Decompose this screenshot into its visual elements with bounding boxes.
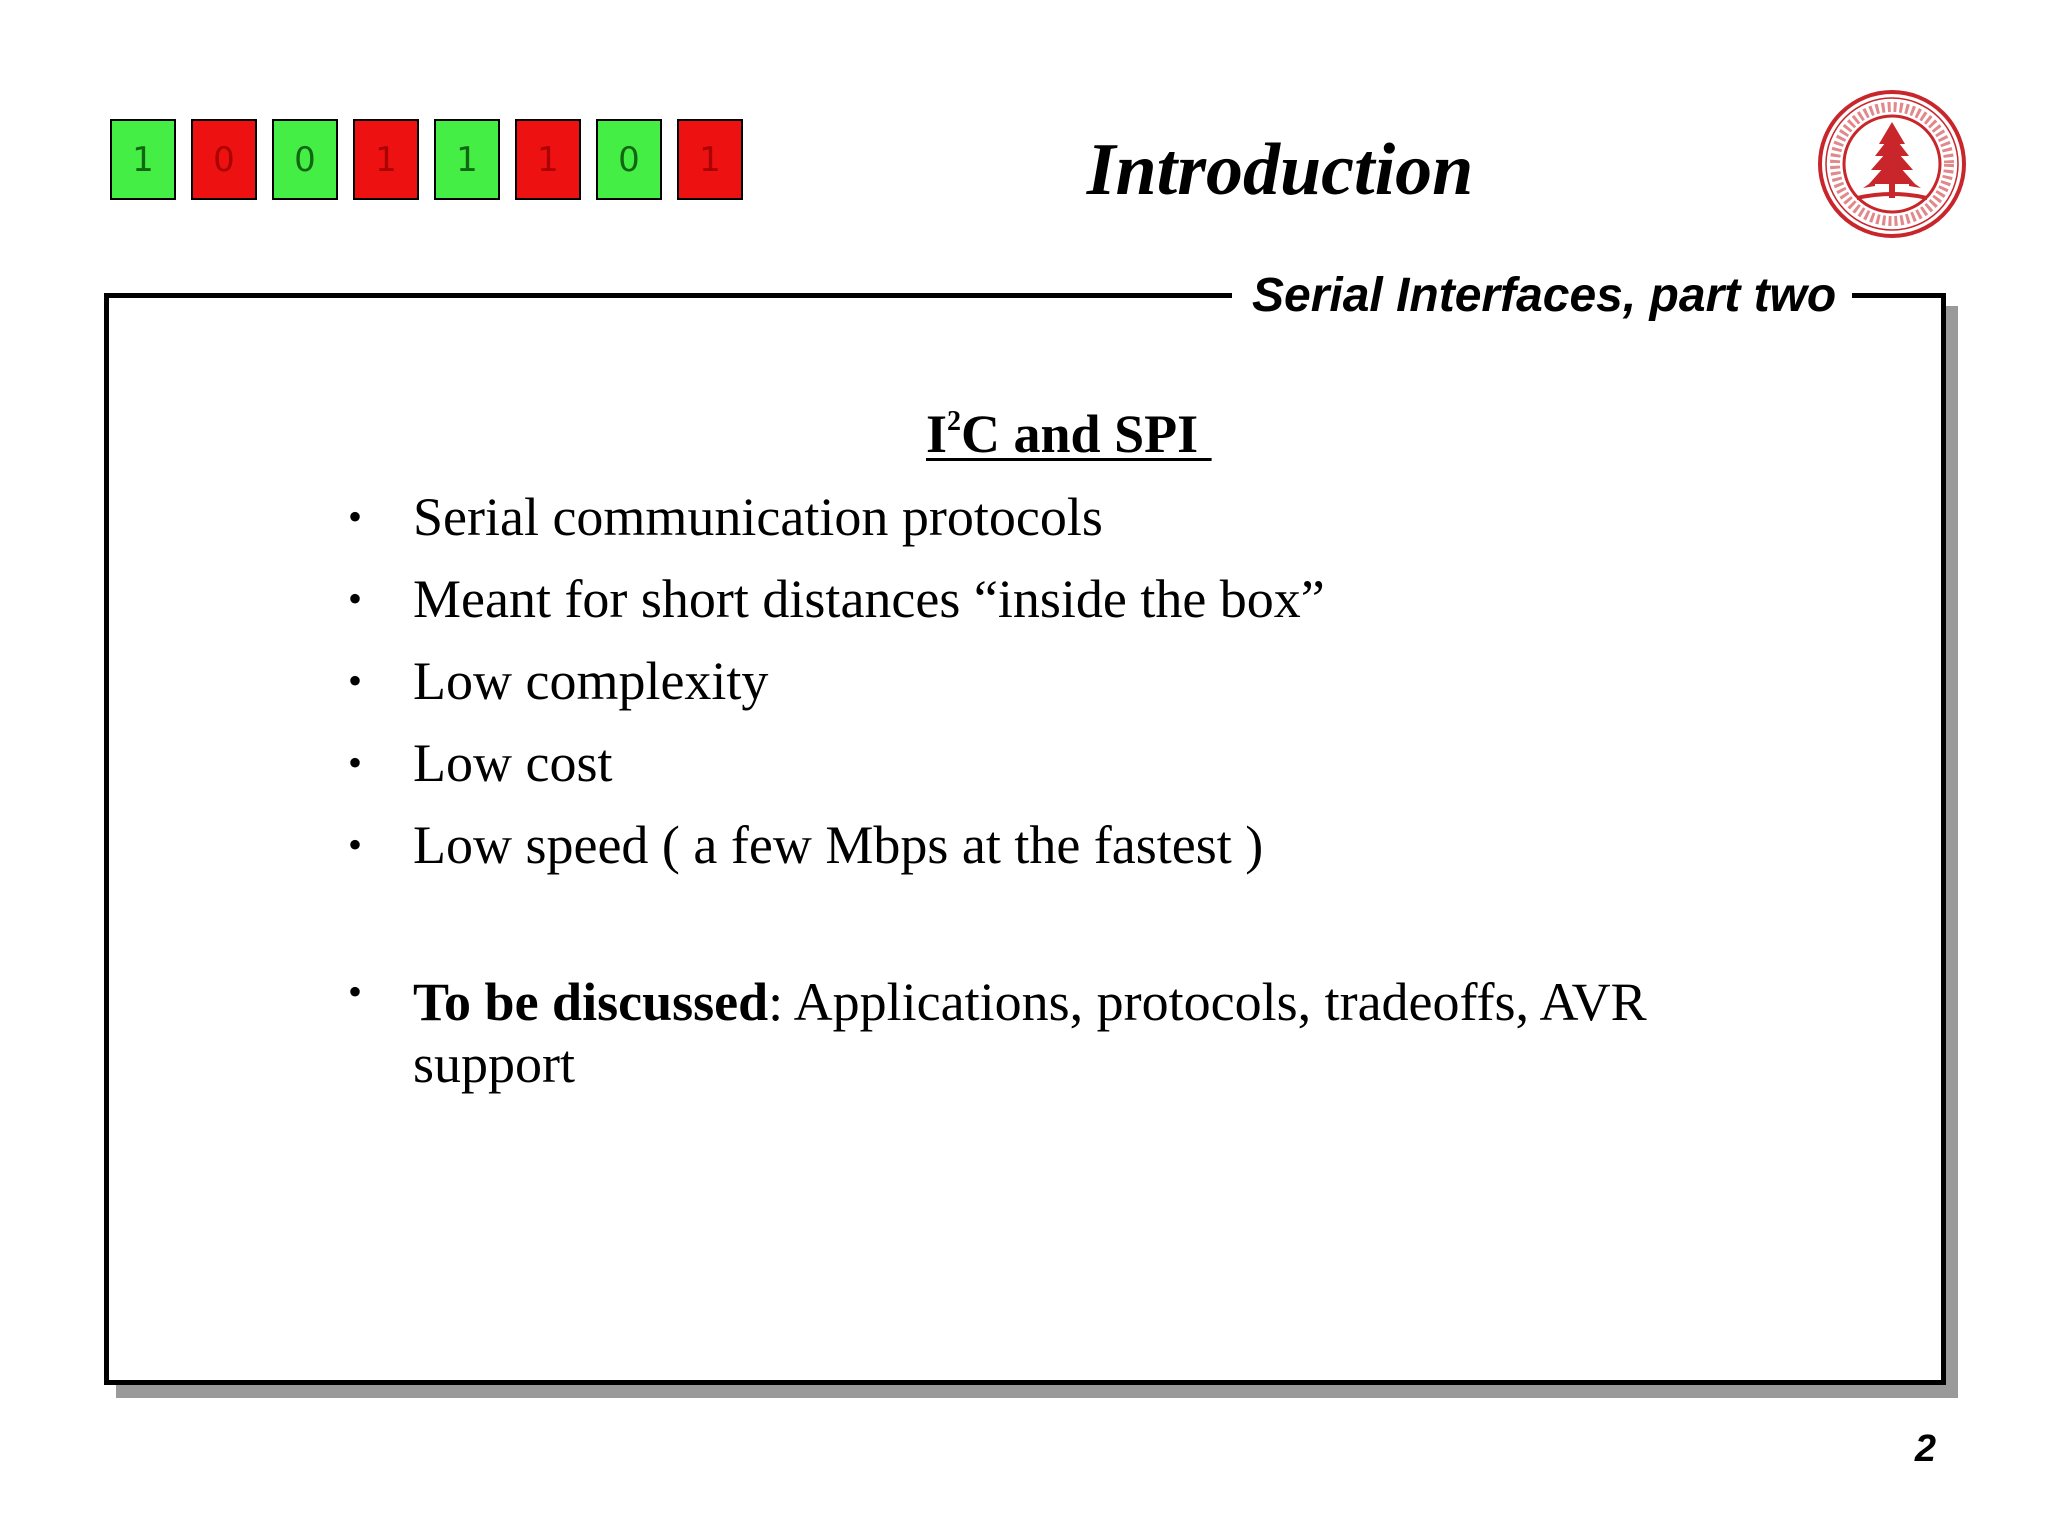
bit-box: 1 bbox=[677, 119, 743, 200]
bit-box: 0 bbox=[191, 119, 257, 200]
heading-prefix: I bbox=[926, 404, 948, 464]
heading-rest: C and SPI bbox=[961, 404, 1212, 464]
bullet-icon: • bbox=[348, 658, 363, 703]
list-item-text: Low cost bbox=[413, 733, 613, 793]
bit-box: 0 bbox=[596, 119, 662, 200]
bit-box: 1 bbox=[353, 119, 419, 200]
list-item bbox=[340, 558, 1800, 640]
bit-box: 1 bbox=[434, 119, 500, 200]
list-item bbox=[340, 722, 1800, 804]
page-number: 2 bbox=[1914, 1428, 1936, 1470]
section-heading bbox=[926, 402, 1212, 466]
list-item-text: Meant for short distances “inside the box” bbox=[413, 569, 1325, 629]
slide-subtitle: Serial Interfaces, part two bbox=[1232, 266, 1852, 326]
bullet-icon: • bbox=[348, 822, 363, 867]
list-item bbox=[340, 476, 1800, 558]
bullet-icon: • bbox=[348, 576, 363, 621]
bullet-icon: • bbox=[348, 740, 363, 785]
list-item bbox=[340, 640, 1800, 722]
bit-box: 1 bbox=[515, 119, 581, 200]
list-item-text: Low speed ( a few Mbps at the fastest ) bbox=[413, 815, 1264, 875]
bit-box: 0 bbox=[272, 119, 338, 200]
binary-bits-row bbox=[110, 119, 743, 200]
bullet-icon: • bbox=[348, 494, 363, 539]
discussion-text: : Applications, protocols, tradeoffs, AVR support bbox=[413, 972, 1647, 1094]
slide-title: Introduction bbox=[1086, 129, 1474, 211]
list-item bbox=[340, 804, 1800, 886]
list-item-discussion bbox=[340, 971, 1800, 1095]
list-item-text: Serial communication protocols bbox=[413, 487, 1103, 547]
bullet-list bbox=[340, 476, 1800, 1095]
list-item-text: Low complexity bbox=[413, 651, 769, 711]
discussion-label: To be discussed bbox=[413, 972, 769, 1032]
bullet-icon: • bbox=[348, 969, 363, 1014]
bit-box: 1 bbox=[110, 119, 176, 200]
heading-superscript: 2 bbox=[947, 406, 962, 437]
stanford-seal-icon bbox=[1817, 88, 1967, 240]
